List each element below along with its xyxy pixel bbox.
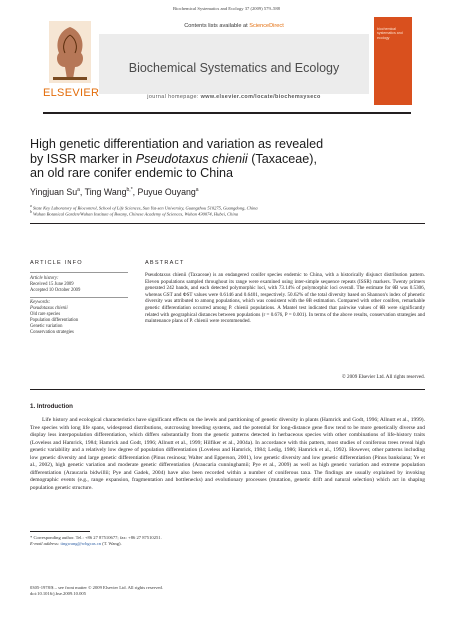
homepage-link[interactable]: www.elsevier.com/locate/biochemsyseco xyxy=(200,94,321,100)
keyword-item[interactable]: Old rare species xyxy=(30,312,61,317)
running-head: Biochemical Systematics and Ecology 37 (2009) 579–588 xyxy=(173,6,280,11)
affiliation-text: Wuhan Botanical Garden/Wuhan Institute of Botany, Chinese Academy of Sciences, Wuhan 430074, Hubei, China xyxy=(33,211,239,217)
elsevier-tree-icon xyxy=(49,21,91,83)
title-line-2-pre: by ISSR marker in xyxy=(30,151,136,166)
divider xyxy=(30,272,128,273)
contents-line xyxy=(99,23,369,29)
copyright-notice: © 2009 Elsevier Ltd. All rights reserved. xyxy=(341,374,425,380)
homepage-label: journal homepage: xyxy=(147,94,201,100)
email-line xyxy=(30,541,425,547)
keyword-item[interactable]: Conservation strategies xyxy=(30,330,74,335)
email-label: E-mail address: xyxy=(30,541,61,547)
email-link[interactable]: tingwang@wbgcas.cn xyxy=(60,541,102,547)
species-name: Pseudotaxus chienii xyxy=(135,151,248,166)
accepted-date: Accepted 10 October 2009 xyxy=(30,287,81,293)
author-sup: b,* xyxy=(126,187,133,194)
abstract-text: Pseudotaxus chienii (Taxaceae) is an endangered conifer species endemic to China, with a historically disjunct distribution pattern. Eleven populations sampled throughout its range were examined using inter-simple sequence repeats (ISSR) markers. Twenty primers generated 242 bands, and each detected polymorphic loci, with 73.14% of polymorphic loci overall. The estimate for θB was 0.5306, whereas GST and ΦST values were 0.6146 and 0.6401, respectively. 50.62% of the total diversity based on Shannon's index of phenetic diversity was attributed to among populations, which was consistent with the θB estimation. Compared with other conifers, remarkable genetic differentiation occurred among P. chienii populations. A Mantel test indicated that pairwise values of θB were significantly related with geographical distances between populations (r = 0.676, P = 0.001). In terms of the above results, conservation strategies and maintenance plans of P. chienii were recommended. xyxy=(145,272,425,325)
affiliation-text: State Key Laboratory of Biocontrol, School of Life Sciences, Sun Yat-sen University, Guangzhou 510275, Guangdong, China xyxy=(33,205,258,211)
author-sup: a xyxy=(195,187,199,194)
affiliation-sup: b xyxy=(30,210,32,214)
author-name[interactable]: Ting Wang xyxy=(84,187,127,197)
masthead-center xyxy=(99,17,369,105)
author-name[interactable]: Puyue Ouyang xyxy=(137,187,196,197)
keyword-item[interactable]: Genetic variation xyxy=(30,324,63,329)
title-line-1: High genetic differentiation and variation as revealed xyxy=(30,137,324,151)
publisher-logo-text: ELSEVIER xyxy=(43,87,100,99)
author-list: Yingjuan Su$^a$, Ting Wang$^{b,*}$, Puyue Ouyang$^a$ xyxy=(30,187,199,197)
author-name[interactable]: Yingjuan Su xyxy=(30,187,78,197)
divider xyxy=(30,297,128,298)
affiliation-sup: a xyxy=(30,204,32,208)
journal-masthead xyxy=(43,17,411,105)
abstract-heading: ABSTRACT xyxy=(145,260,185,266)
footnote-rule xyxy=(30,531,90,532)
journal-title: Biochemical Systematics and Ecology xyxy=(128,61,340,75)
footnotes xyxy=(30,535,425,547)
keywords-label: Keywords: xyxy=(30,300,51,305)
elsevier-logo[interactable] xyxy=(43,17,100,105)
masthead-rule xyxy=(43,112,411,114)
keyword-item[interactable]: Population differentiation xyxy=(30,318,79,323)
divider xyxy=(30,389,425,390)
keyword-item[interactable]: Pseudotaxus chienii xyxy=(30,306,68,311)
title-line-3: an old rare conifer endemic to China xyxy=(30,166,234,180)
sciencedirect-link[interactable]: ScienceDirect xyxy=(249,23,284,29)
history-label: Article history: xyxy=(30,275,59,281)
article-identifiers xyxy=(30,585,425,597)
received-date: Received 15 June 2009 xyxy=(30,281,74,287)
journal-homepage xyxy=(99,94,369,100)
doi-line[interactable]: doi:10.1016/j.bse.2009.10.005 xyxy=(30,591,87,597)
issn-line: 0305-1978/$ – see front matter © 2009 Elsevier Ltd. All rights reserved. xyxy=(30,585,163,590)
corresponding-author-note: * Corresponding author. Tel.: +86 27 87510677; fax: +86 27 87510251. xyxy=(30,535,162,540)
article-info-heading: ARTICLE INFO xyxy=(30,260,83,266)
divider xyxy=(30,223,425,224)
introduction-paragraph: Life history and ecological characteristics have significant effects on the levels and partitioning of genetic diversity in plants (Hamrick and Godt, 1996; Allnutt et al., 1999). Tree species with long life spans, widespread distributions, outcrossing breeding systems, and the potential for long-distance gene flow tend to be more genetically diverse and display less interpopulation differentiation, which differs substantially from the genetic patterns detected in herbaceous species with other combinations of life-history traits (Loveless and Hamrick, 1984; Hamrick and Godt, 1996; Allnutt et al., 1999; Hilfiker et al., 2004a). In accordance with this pattern, most studies of coniferous trees reveal high genetic variability and a relatively low degree of population differentiation (Loveless and Hamrick, 1984; Ledig, 1986; Hamrick et al., 1992). However, other patterns including low genetic diversity and large genetic differentiation (Pinus resinosa; Walter and Epperson, 2001), low genetic diversity and low genetic differentiation (Pinus banksiana; Ye et al., 2002), high genetic variation and moderate genetic differentiation (Araucaria cunninghamii; Pye et al., 2009) as well as high genetic variation and extreme population differentiation (Araucaria bidwillii; Pye and Gadek, 2004) have also been recorded within a number of coniferous taxa. The findings are usually explained by invoking demographic events (e.g., range expansion, fragmentation and bottlenecks) and evolutionary processes (mutation, genetic drift and natural selection) which act in shaping population genetic structure. xyxy=(30,417,425,491)
article-title xyxy=(30,137,425,181)
section-heading-introduction: 1. Introduction xyxy=(30,403,73,410)
contents-prefix: Contents lists available at xyxy=(184,23,250,29)
journal-cover-thumbnail[interactable] xyxy=(374,17,412,105)
cover-text: biochemical systematics and ecology xyxy=(377,27,403,40)
affiliation xyxy=(30,209,425,218)
email-suffix: (T. Wang). xyxy=(101,541,122,547)
title-line-2-post: (Taxaceae), xyxy=(247,151,317,166)
title-line-2 xyxy=(30,152,425,167)
author-sup: a xyxy=(77,187,80,194)
article-info xyxy=(30,272,128,336)
